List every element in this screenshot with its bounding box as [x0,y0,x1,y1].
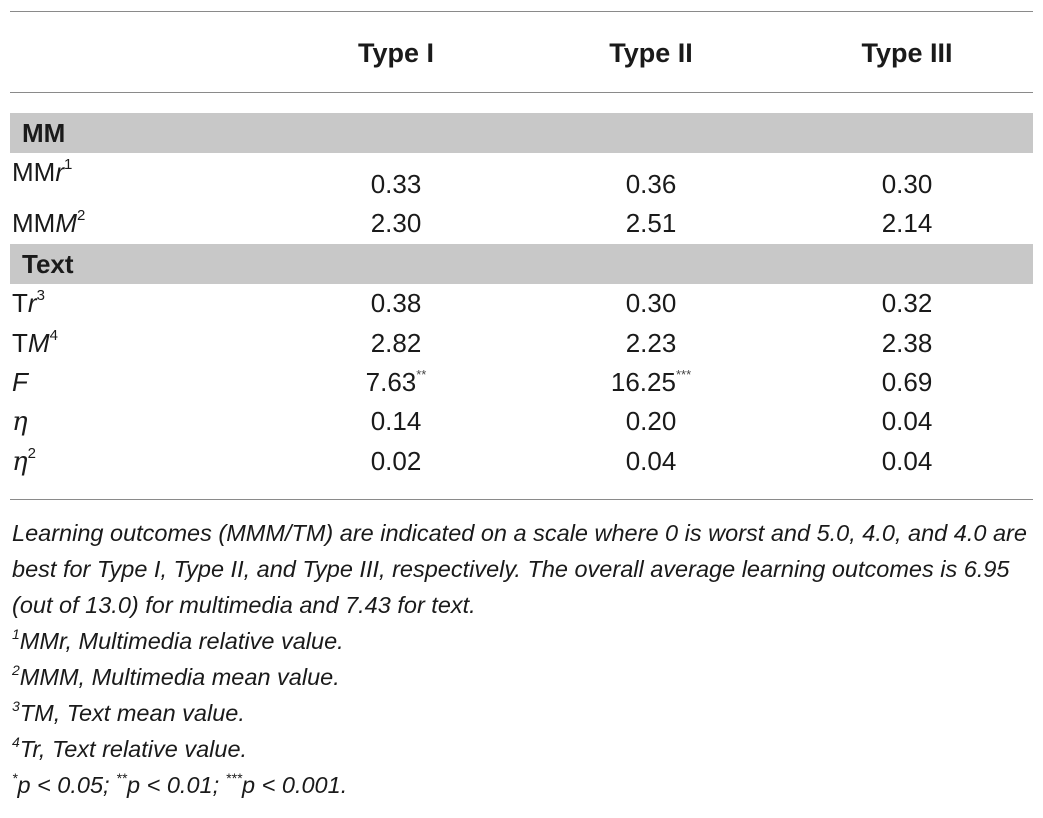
footnote-2: $^2$MMM, Multimedia mean value. [12,662,340,690]
significance-legend: *p < 0.05; **p < 0.01; ***p < 0.001. [12,770,348,798]
top-rule [10,11,1033,12]
row-label-mmr: MMr$^1$ [12,156,73,187]
footnote-4: $^4$Tr, Text relative value. [12,734,248,762]
row-label-tr: Tr$^3$ [12,287,45,318]
footnote-1: $^1$MMr, Multimedia relative value. [12,626,344,654]
section-label-text: Text [22,249,74,279]
section-band-text [10,244,1033,284]
footnote-3: $^3$TM, Text mean value. [12,698,245,726]
bottom-rule [10,499,1033,500]
row-label-eta-squared: $\eta^2$ [12,445,36,477]
section-band-mm [10,113,1033,153]
header-rule [10,92,1033,93]
row-label-tm: $TM^4$ [12,327,58,358]
table-notes [12,515,1030,803]
row-label-mmm: MMM$^2$ [12,207,86,238]
row-label-eta: η [12,407,28,437]
section-label-mm: MM [22,118,66,148]
notes-main: Learning outcomes (MMM/TM) are indicated on a scale where 0 is worst and 5.0, 4.0, and 4.0 are best for Type I, Type II, and Type III, respectively. The overall average learning outcomes is 6.95 (out of 13.0) for multimedia and 7.43 for text. [12,520,1027,618]
row-label-f: F [12,367,28,397]
